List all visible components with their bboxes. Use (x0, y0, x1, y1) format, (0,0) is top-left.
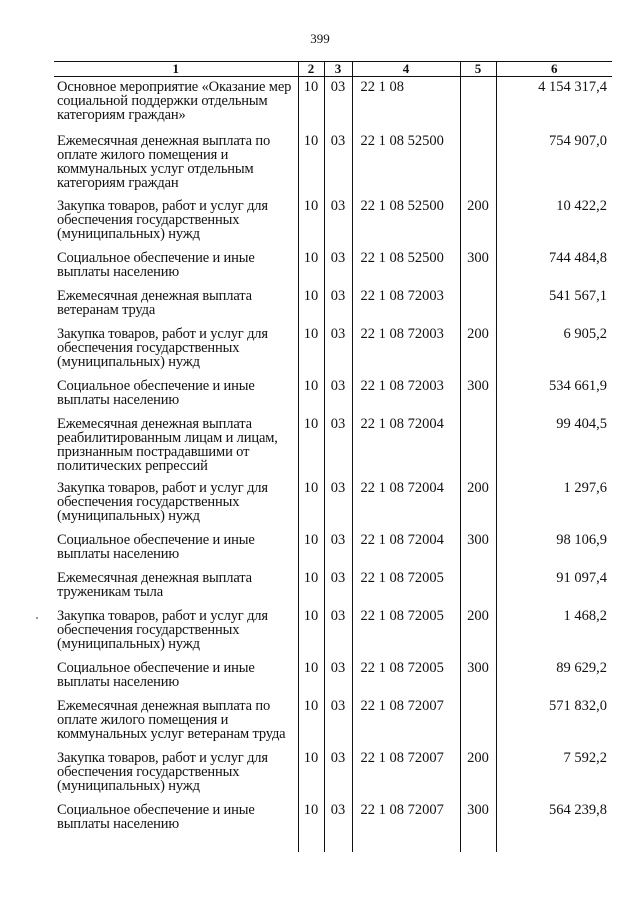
row-amount-cell: 4 154 317,4 (496, 77, 612, 131)
row-subsection-cell: 03 (324, 748, 352, 800)
row-target-code-cell: 22 1 08 72004 (352, 530, 460, 568)
row-section-cell: 10 (298, 606, 324, 658)
row-expense-kind-cell: 200 (460, 606, 496, 658)
row-amount-cell: 1 297,6 (496, 478, 612, 530)
row-subsection-cell: 03 (324, 606, 352, 658)
table-row (54, 478, 612, 530)
table-row (54, 196, 612, 248)
row-subsection-cell: 03 (324, 77, 352, 131)
row-name-cell: Закупка товаров, работ и услуг для обеспечения государственных (муниципальных) нужд (57, 325, 268, 370)
row-expense-kind-cell (460, 696, 496, 748)
row-name-cell: Социальное обеспечение и иные выплаты населению (57, 531, 255, 562)
row-expense-kind-cell (460, 414, 496, 478)
row-expense-kind-cell: 200 (460, 478, 496, 530)
row-name-cell: Социальное обеспечение и иные выплаты населению (57, 659, 255, 690)
row-subsection-cell: 03 (324, 478, 352, 530)
row-section-cell: 10 (298, 131, 324, 196)
row-subsection-cell: 03 (324, 286, 352, 324)
table-row (54, 131, 612, 196)
page-number: 399 (310, 31, 330, 46)
row-expense-kind-cell: 200 (460, 196, 496, 248)
row-target-code-cell: 22 1 08 52500 (352, 131, 460, 196)
row-amount-cell: 1 468,2 (496, 606, 612, 658)
header-col-5: 5 (460, 62, 496, 77)
row-amount-cell: 99 404,5 (496, 414, 612, 478)
row-amount-cell: 89 629,2 (496, 658, 612, 696)
row-subsection-cell: 03 (324, 696, 352, 748)
row-section-cell: 10 (298, 478, 324, 530)
budget-table (54, 61, 612, 852)
row-section-cell: 10 (298, 800, 324, 852)
row-expense-kind-cell: 200 (460, 324, 496, 376)
table-row (54, 606, 612, 658)
row-section-cell: 10 (298, 196, 324, 248)
row-name-cell: Ежемесячная денежная выплата ветеранам труда (57, 287, 252, 318)
row-target-code-cell: 22 1 08 52500 (352, 248, 460, 286)
row-expense-kind-cell (460, 286, 496, 324)
row-name-cell: Ежемесячная денежная выплата труженикам тыла (57, 569, 252, 600)
table-row (54, 77, 612, 131)
row-expense-kind-cell: 300 (460, 658, 496, 696)
table-row (54, 414, 612, 478)
row-section-cell: 10 (298, 568, 324, 606)
table-row (54, 248, 612, 286)
row-amount-cell: 91 097,4 (496, 568, 612, 606)
row-name-cell: Закупка товаров, работ и услуг для обеспечения государственных (муниципальных) нужд (57, 479, 268, 524)
row-section-cell: 10 (298, 658, 324, 696)
header-col-1: 1 (54, 62, 298, 77)
row-section-cell: 10 (298, 77, 324, 131)
row-name-cell: Закупка товаров, работ и услуг для обеспечения государственных (муниципальных) нужд (57, 749, 268, 794)
row-name-cell: Основное мероприятие «Оказание мер социальной поддержки отдельным категориям граждан» (57, 79, 292, 123)
table-row (54, 286, 612, 324)
row-subsection-cell: 03 (324, 248, 352, 286)
row-name-cell: Ежемесячная денежная выплата реабилитированным лицам и лицам, признанным пострадавшими от политических репрессий (57, 415, 278, 474)
row-amount-cell: 10 422,2 (496, 196, 612, 248)
row-target-code-cell: 22 1 08 72004 (352, 414, 460, 478)
row-amount-cell: 564 239,8 (496, 800, 612, 852)
table-header (54, 62, 612, 77)
row-subsection-cell: 03 (324, 196, 352, 248)
table-row (54, 696, 612, 748)
row-target-code-cell: 22 1 08 72007 (352, 800, 460, 852)
row-expense-kind-cell: 200 (460, 748, 496, 800)
row-expense-kind-cell: 300 (460, 530, 496, 568)
row-section-cell: 10 (298, 530, 324, 568)
row-name-cell: Социальное обеспечение и иные выплаты населению (57, 377, 255, 408)
table-row (54, 658, 612, 696)
row-subsection-cell: 03 (324, 658, 352, 696)
row-target-code-cell: 22 1 08 72005 (352, 568, 460, 606)
row-name-cell: Ежемесячная денежная выплата по оплате жилого помещения и коммунальных услуг ветеранам труда (57, 697, 286, 742)
row-subsection-cell: 03 (324, 568, 352, 606)
row-expense-kind-cell: 300 (460, 248, 496, 286)
scan-speck (36, 617, 38, 619)
row-subsection-cell: 03 (324, 324, 352, 376)
row-expense-kind-cell: 300 (460, 800, 496, 852)
row-section-cell: 10 (298, 748, 324, 800)
table-row (54, 800, 612, 852)
row-target-code-cell: 22 1 08 72005 (352, 658, 460, 696)
header-col-3: 3 (324, 62, 352, 77)
table-row (54, 530, 612, 568)
row-expense-kind-cell (460, 77, 496, 131)
table-row (54, 568, 612, 606)
row-expense-kind-cell: 300 (460, 376, 496, 414)
row-expense-kind-cell (460, 131, 496, 196)
row-amount-cell: 98 106,9 (496, 530, 612, 568)
row-section-cell: 10 (298, 414, 324, 478)
header-col-2: 2 (298, 62, 324, 77)
row-amount-cell: 571 832,0 (496, 696, 612, 748)
row-target-code-cell: 22 1 08 72007 (352, 748, 460, 800)
row-section-cell: 10 (298, 376, 324, 414)
row-amount-cell: 534 661,9 (496, 376, 612, 414)
row-target-code-cell: 22 1 08 72003 (352, 286, 460, 324)
header-col-6: 6 (496, 62, 612, 77)
table-row (54, 748, 612, 800)
row-target-code-cell: 22 1 08 72004 (352, 478, 460, 530)
row-name-cell: Ежемесячная денежная выплата по оплате жилого помещения и коммунальных услуг отдельным категориям граждан (57, 132, 271, 191)
row-subsection-cell: 03 (324, 376, 352, 414)
row-name-cell: Социальное обеспечение и иные выплаты населению (57, 249, 255, 280)
row-name-cell: Социальное обеспечение и иные выплаты населению (57, 801, 255, 832)
row-name-cell: Закупка товаров, работ и услуг для обеспечения государственных (муниципальных) нужд (57, 607, 268, 652)
row-expense-kind-cell (460, 568, 496, 606)
row-target-code-cell: 22 1 08 52500 (352, 196, 460, 248)
table-row (54, 324, 612, 376)
row-amount-cell: 744 484,8 (496, 248, 612, 286)
row-section-cell: 10 (298, 324, 324, 376)
row-subsection-cell: 03 (324, 800, 352, 852)
row-target-code-cell: 22 1 08 72007 (352, 696, 460, 748)
row-section-cell: 10 (298, 248, 324, 286)
row-amount-cell: 541 567,1 (496, 286, 612, 324)
row-subsection-cell: 03 (324, 131, 352, 196)
header-row (54, 62, 612, 77)
row-target-code-cell: 22 1 08 72003 (352, 324, 460, 376)
header-col-4: 4 (352, 62, 460, 77)
table-body (54, 77, 612, 852)
row-target-code-cell: 22 1 08 72003 (352, 376, 460, 414)
row-section-cell: 10 (298, 286, 324, 324)
row-name-cell: Закупка товаров, работ и услуг для обеспечения государственных (муниципальных) нужд (57, 197, 268, 242)
row-amount-cell: 6 905,2 (496, 324, 612, 376)
row-amount-cell: 7 592,2 (496, 748, 612, 800)
row-target-code-cell: 22 1 08 72005 (352, 606, 460, 658)
row-target-code-cell: 22 1 08 (352, 77, 460, 131)
table-row (54, 376, 612, 414)
row-amount-cell: 754 907,0 (496, 131, 612, 196)
row-section-cell: 10 (298, 696, 324, 748)
row-subsection-cell: 03 (324, 530, 352, 568)
row-subsection-cell: 03 (324, 414, 352, 478)
